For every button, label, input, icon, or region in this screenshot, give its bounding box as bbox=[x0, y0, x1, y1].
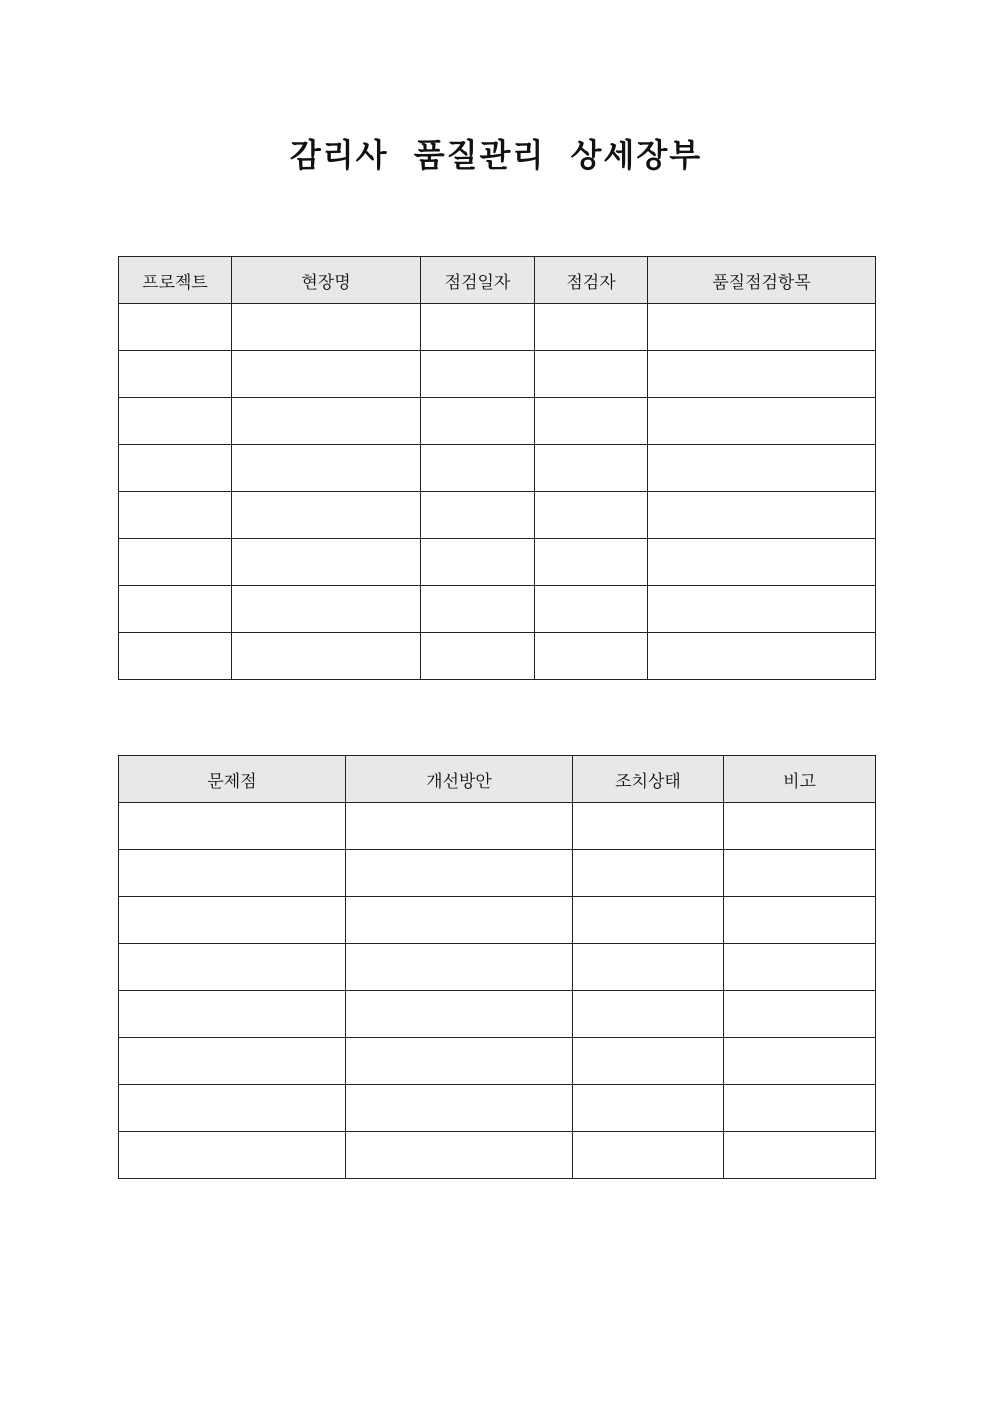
table-cell[interactable] bbox=[119, 897, 346, 944]
table-cell[interactable] bbox=[573, 1132, 724, 1179]
header-remarks: 비고 bbox=[724, 756, 876, 803]
table-cell[interactable] bbox=[346, 944, 573, 991]
table-cell[interactable] bbox=[535, 539, 648, 586]
table-cell[interactable] bbox=[535, 633, 648, 680]
table-cell[interactable] bbox=[648, 445, 876, 492]
table-cell[interactable] bbox=[346, 1132, 573, 1179]
page-title: 감리사 품질관리 상세장부 bbox=[289, 136, 703, 174]
table-cell[interactable] bbox=[119, 1038, 346, 1085]
table-cell[interactable] bbox=[119, 850, 346, 897]
table-cell[interactable] bbox=[573, 850, 724, 897]
table-cell[interactable] bbox=[119, 803, 346, 850]
table-row bbox=[119, 1085, 876, 1132]
table-cell[interactable] bbox=[232, 398, 421, 445]
table-row bbox=[119, 1038, 876, 1085]
table-cell[interactable] bbox=[119, 304, 232, 351]
table-cell[interactable] bbox=[724, 1038, 876, 1085]
table-row bbox=[119, 398, 876, 445]
table-cell[interactable] bbox=[421, 539, 535, 586]
table-cell[interactable] bbox=[346, 850, 573, 897]
table-row bbox=[119, 633, 876, 680]
header-project: 프로젝트 bbox=[119, 257, 232, 304]
table-cell[interactable] bbox=[573, 944, 724, 991]
table-cell[interactable] bbox=[421, 492, 535, 539]
table-cell[interactable] bbox=[346, 897, 573, 944]
table-cell[interactable] bbox=[119, 492, 232, 539]
table-cell[interactable] bbox=[724, 991, 876, 1038]
table-row bbox=[119, 850, 876, 897]
table-cell[interactable] bbox=[119, 539, 232, 586]
table-cell[interactable] bbox=[119, 1132, 346, 1179]
table-row bbox=[119, 944, 876, 991]
table-cell[interactable] bbox=[232, 304, 421, 351]
table-cell[interactable] bbox=[535, 445, 648, 492]
header-improvement-plan: 개선방안 bbox=[346, 756, 573, 803]
table-cell[interactable] bbox=[535, 351, 648, 398]
table-row bbox=[119, 1132, 876, 1179]
table-cell[interactable] bbox=[119, 944, 346, 991]
issue-table bbox=[118, 755, 876, 1179]
table-cell[interactable] bbox=[724, 897, 876, 944]
inspection-table-body bbox=[119, 304, 876, 680]
table-cell[interactable] bbox=[232, 633, 421, 680]
table-row bbox=[119, 445, 876, 492]
table-cell[interactable] bbox=[119, 398, 232, 445]
table-cell[interactable] bbox=[346, 803, 573, 850]
table-row bbox=[119, 586, 876, 633]
table-cell[interactable] bbox=[573, 1038, 724, 1085]
table-cell[interactable] bbox=[724, 803, 876, 850]
table-cell[interactable] bbox=[119, 1085, 346, 1132]
table-cell[interactable] bbox=[232, 351, 421, 398]
table-cell[interactable] bbox=[421, 445, 535, 492]
table-row bbox=[119, 492, 876, 539]
table-cell[interactable] bbox=[648, 633, 876, 680]
table-cell[interactable] bbox=[724, 1085, 876, 1132]
header-quality-item: 품질점검항목 bbox=[648, 257, 876, 304]
table-cell[interactable] bbox=[119, 351, 232, 398]
table-cell[interactable] bbox=[535, 398, 648, 445]
table-cell[interactable] bbox=[119, 586, 232, 633]
table-row bbox=[119, 991, 876, 1038]
table-cell[interactable] bbox=[421, 304, 535, 351]
issue-header-row bbox=[119, 756, 876, 803]
table-cell[interactable] bbox=[119, 633, 232, 680]
table-cell[interactable] bbox=[573, 1085, 724, 1132]
table-row bbox=[119, 304, 876, 351]
table-cell[interactable] bbox=[535, 586, 648, 633]
table-cell[interactable] bbox=[724, 850, 876, 897]
table-cell[interactable] bbox=[535, 492, 648, 539]
table-row bbox=[119, 351, 876, 398]
table-cell[interactable] bbox=[119, 991, 346, 1038]
table-cell[interactable] bbox=[724, 944, 876, 991]
table-cell[interactable] bbox=[232, 445, 421, 492]
table-cell[interactable] bbox=[573, 991, 724, 1038]
table-cell[interactable] bbox=[535, 304, 648, 351]
header-inspection-date: 점검일자 bbox=[421, 257, 535, 304]
table-cell[interactable] bbox=[648, 539, 876, 586]
table-cell[interactable] bbox=[421, 398, 535, 445]
inspection-table bbox=[118, 256, 876, 680]
table-cell[interactable] bbox=[648, 492, 876, 539]
header-inspector: 점검자 bbox=[535, 257, 648, 304]
table-cell[interactable] bbox=[648, 304, 876, 351]
table-cell[interactable] bbox=[232, 492, 421, 539]
table-cell[interactable] bbox=[421, 633, 535, 680]
inspection-header-row bbox=[119, 257, 876, 304]
table-row bbox=[119, 803, 876, 850]
table-cell[interactable] bbox=[724, 1132, 876, 1179]
table-cell[interactable] bbox=[346, 1085, 573, 1132]
table-cell[interactable] bbox=[119, 445, 232, 492]
table-cell[interactable] bbox=[648, 586, 876, 633]
table-row bbox=[119, 897, 876, 944]
table-cell[interactable] bbox=[421, 351, 535, 398]
table-cell[interactable] bbox=[421, 586, 535, 633]
table-cell[interactable] bbox=[648, 351, 876, 398]
table-cell[interactable] bbox=[648, 398, 876, 445]
table-cell[interactable] bbox=[573, 897, 724, 944]
table-cell[interactable] bbox=[346, 991, 573, 1038]
table-cell[interactable] bbox=[232, 539, 421, 586]
header-action-status: 조치상태 bbox=[573, 756, 724, 803]
header-problem: 문제점 bbox=[119, 756, 346, 803]
table-cell[interactable] bbox=[573, 803, 724, 850]
table-row bbox=[119, 539, 876, 586]
table-cell[interactable] bbox=[232, 586, 421, 633]
header-site-name: 현장명 bbox=[232, 257, 421, 304]
table-cell[interactable] bbox=[346, 1038, 573, 1085]
issue-table-body bbox=[119, 803, 876, 1179]
